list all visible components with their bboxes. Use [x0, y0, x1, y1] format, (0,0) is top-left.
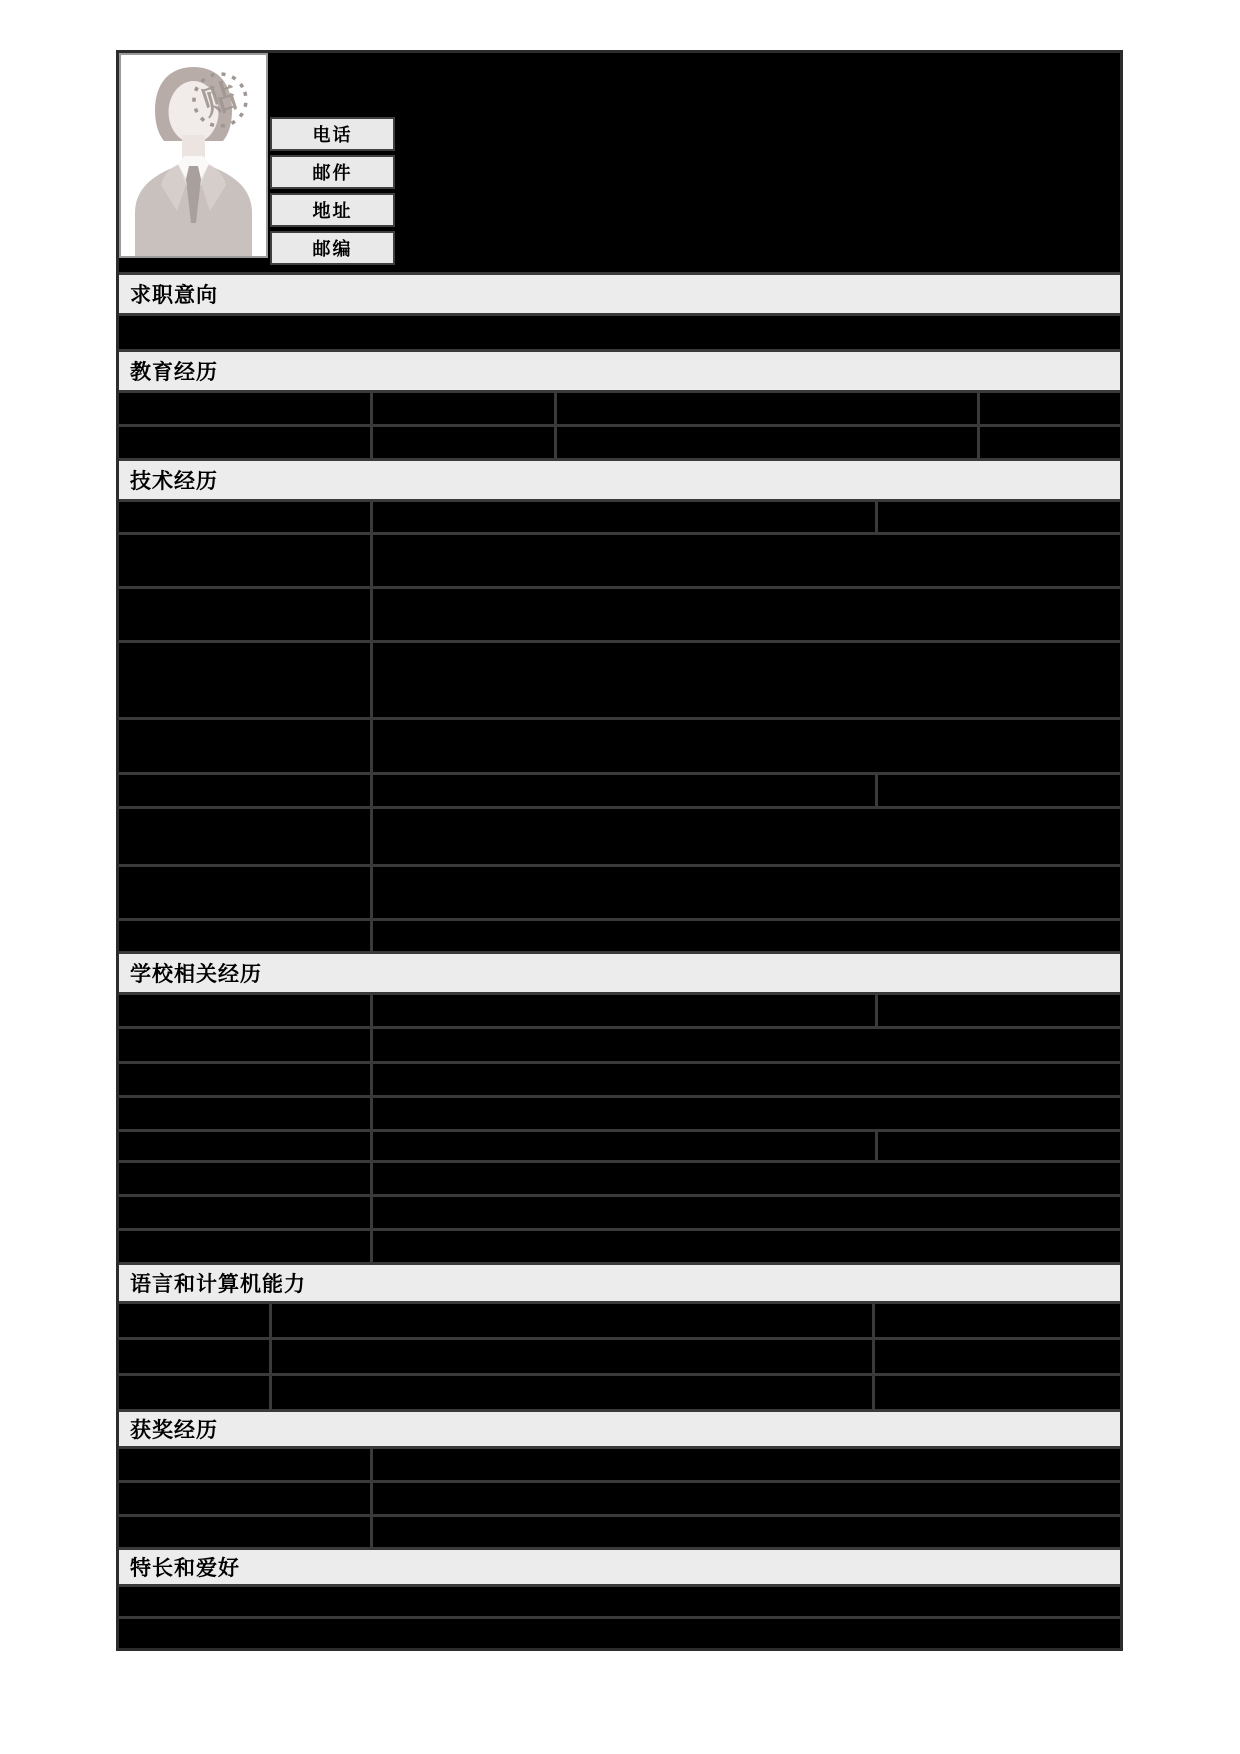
redacted-cell — [119, 1163, 370, 1194]
school-row — [119, 1029, 1120, 1061]
technical-row — [119, 502, 1120, 532]
redacted-cell — [119, 589, 370, 640]
redacted-cell — [373, 535, 1120, 586]
redacted-cell — [373, 427, 554, 458]
person-avatar-icon — [121, 55, 266, 256]
awards-row — [119, 1517, 1120, 1547]
contact-row-email — [270, 155, 1120, 189]
redacted-cell — [119, 1483, 370, 1514]
redacted-cell — [119, 1098, 370, 1129]
redacted-cell — [119, 809, 370, 864]
photo-column — [119, 53, 268, 272]
technical-row — [119, 921, 1120, 951]
redacted-cell — [373, 1197, 1120, 1228]
address-label: 地址 — [270, 193, 395, 227]
school-row — [119, 1064, 1120, 1095]
redacted-cell — [875, 1340, 1120, 1373]
technical-row — [119, 867, 1120, 918]
school-row — [119, 1132, 1120, 1160]
redacted-cell — [119, 1231, 370, 1262]
redacted-cell — [119, 427, 370, 458]
redacted-cell — [373, 775, 875, 806]
education-row — [119, 393, 1120, 424]
redacted-cell — [119, 643, 370, 717]
redacted-cell — [272, 1376, 872, 1409]
redacted-cell — [373, 1098, 1120, 1129]
redacted-cell — [119, 775, 370, 806]
objective-row — [119, 316, 1120, 349]
redacted-cell — [119, 1449, 370, 1480]
redacted-cell — [272, 1304, 872, 1337]
redacted-cell — [373, 589, 1120, 640]
redacted-cell — [875, 1376, 1120, 1409]
redacted-cell — [119, 1619, 1120, 1648]
redacted-cell — [373, 502, 875, 532]
redacted-cell — [119, 502, 370, 532]
redacted-cell — [119, 1587, 1120, 1616]
redacted-cell — [557, 427, 977, 458]
redacted-cell — [373, 921, 1120, 951]
school-row — [119, 1197, 1120, 1228]
photo-placeholder — [119, 53, 268, 258]
postcode-label: 邮编 — [270, 231, 395, 265]
svg-text:贴: 贴 — [197, 75, 243, 125]
section-header-school: 学校相关经历 — [119, 954, 1120, 992]
resume-table — [116, 50, 1123, 1651]
email-label: 邮件 — [270, 155, 395, 189]
redacted-cell — [119, 720, 370, 772]
redacted-cell — [119, 995, 370, 1026]
redacted-cell — [373, 1029, 1120, 1061]
redacted-cell — [878, 775, 1120, 806]
section-header-language: 语言和计算机能力 — [119, 1265, 1120, 1301]
redacted-cell — [373, 1231, 1120, 1262]
redacted-cell — [119, 1197, 370, 1228]
school-row — [119, 995, 1120, 1026]
email-value-redacted — [395, 155, 1120, 189]
school-row — [119, 1231, 1120, 1262]
phone-value-redacted — [395, 117, 1120, 151]
redacted-cell — [373, 995, 875, 1026]
redacted-cell — [878, 995, 1120, 1026]
redacted-cell — [980, 393, 1120, 424]
redacted-cell — [119, 1132, 370, 1160]
redacted-cell — [119, 1304, 269, 1337]
redacted-cell — [119, 316, 1120, 349]
photo-under-strip — [119, 258, 268, 272]
language-row — [119, 1304, 1120, 1337]
redacted-cell — [373, 393, 554, 424]
redacted-cell — [119, 1029, 370, 1061]
hobbies-row — [119, 1619, 1120, 1648]
redacted-cell — [119, 867, 370, 918]
contact-info-column — [270, 53, 1120, 272]
redacted-cell — [373, 1064, 1120, 1095]
redacted-cell — [878, 1132, 1120, 1160]
redacted-cell — [878, 502, 1120, 532]
section-header-objective: 求职意向 — [119, 275, 1120, 313]
redacted-cell — [980, 427, 1120, 458]
redacted-cell — [373, 809, 1120, 864]
redacted-cell — [557, 393, 977, 424]
technical-row — [119, 720, 1120, 772]
postcode-value-redacted — [395, 231, 1120, 265]
redacted-cell — [119, 1376, 269, 1409]
personal-info-block — [119, 53, 1120, 272]
redacted-cell — [373, 643, 1120, 717]
redacted-cell — [373, 1163, 1120, 1194]
redacted-cell — [119, 1517, 370, 1547]
redacted-cell — [119, 1064, 370, 1095]
hobbies-row — [119, 1587, 1120, 1616]
technical-row — [119, 775, 1120, 806]
school-row — [119, 1098, 1120, 1129]
name-field-redacted — [270, 53, 1120, 113]
awards-row — [119, 1483, 1120, 1514]
phone-label: 电话 — [270, 117, 395, 151]
contact-row-address — [270, 193, 1120, 227]
redacted-cell — [272, 1340, 872, 1373]
redacted-cell — [119, 921, 370, 951]
redacted-cell — [373, 867, 1120, 918]
redacted-cell — [373, 720, 1120, 772]
technical-row — [119, 535, 1120, 586]
section-header-technical: 技术经历 — [119, 461, 1120, 499]
contact-row-postcode — [270, 231, 1120, 265]
redacted-cell — [875, 1304, 1120, 1337]
section-header-hobbies: 特长和爱好 — [119, 1550, 1120, 1584]
redacted-cell — [373, 1132, 875, 1160]
redacted-cell — [119, 535, 370, 586]
address-value-redacted — [395, 193, 1120, 227]
language-row — [119, 1376, 1120, 1409]
contact-row-phone — [270, 117, 1120, 151]
technical-row — [119, 643, 1120, 717]
redacted-cell — [119, 393, 370, 424]
photo-caption: 1寸职业照 — [143, 231, 244, 249]
section-header-education: 教育经历 — [119, 352, 1120, 390]
school-row — [119, 1163, 1120, 1194]
redacted-cell — [373, 1517, 1120, 1547]
section-header-awards: 获奖经历 — [119, 1412, 1120, 1446]
education-row — [119, 427, 1120, 458]
technical-row — [119, 809, 1120, 864]
redacted-cell — [373, 1449, 1120, 1480]
redacted-cell — [119, 1340, 269, 1373]
awards-row — [119, 1449, 1120, 1480]
technical-row — [119, 589, 1120, 640]
language-row — [119, 1340, 1120, 1373]
redacted-cell — [373, 1483, 1120, 1514]
